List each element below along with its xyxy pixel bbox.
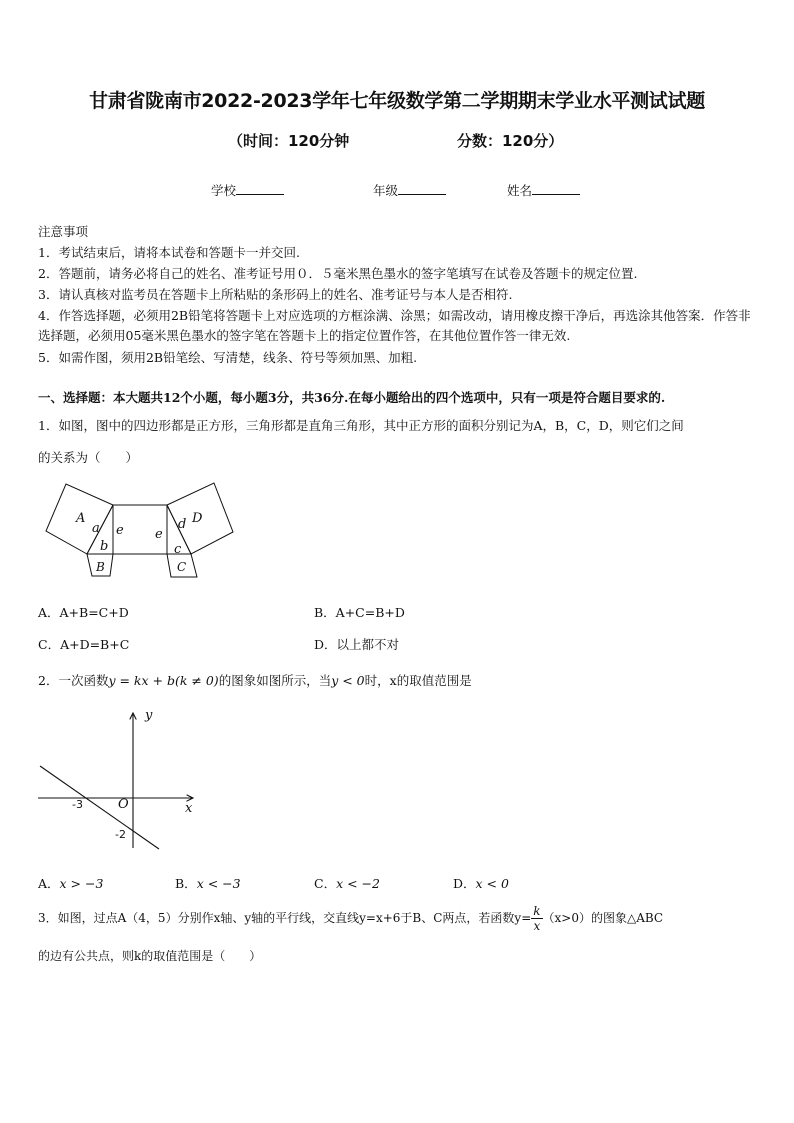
- q1-label-d: d: [178, 517, 187, 532]
- q1-label-e-left: e: [116, 523, 124, 538]
- q1-label-e-right: e: [155, 527, 163, 542]
- school-label: 学校: [211, 183, 237, 198]
- q2-option-a-label: A．: [38, 876, 60, 891]
- q2-option-c-expr: x < −2: [336, 876, 380, 891]
- q3-text-before: 3．如图，过点A（4，5）分别作x轴、y轴的平行线，交直线y=x+6于B、C两点，若函数y=: [38, 911, 532, 925]
- q1-option-d[interactable]: D．以上都不对: [314, 637, 400, 652]
- q1-label-C: C: [177, 560, 187, 574]
- q2-label-x: x: [185, 801, 193, 816]
- q2-option-b-expr: x < −3: [196, 876, 241, 891]
- q1-text-line1: 1．如图，图中的四边形都是正方形，三角形都是直角三角形，其中正方形的面积分别记为A，B，C，D，则它们之间: [38, 418, 684, 433]
- q2-option-d-label: D．: [453, 876, 476, 891]
- q1-label-c: c: [174, 542, 182, 557]
- q2-option-a-expr: x > −3: [59, 876, 104, 891]
- q3-text-line1: [38, 904, 663, 933]
- q3-text-line2: 的边有公共点，则k的取值范围是（ ）: [38, 949, 262, 963]
- q2-label-yint: -2: [115, 828, 126, 841]
- q2-suffix: 时，x的取值范围是: [364, 673, 472, 688]
- q1-option-b[interactable]: B．A+C=B+D: [314, 605, 405, 620]
- q2-prefix: 2．一次函数: [38, 673, 109, 688]
- q3-frac-num: k: [533, 904, 541, 918]
- q1-label-A: A: [76, 511, 86, 526]
- exam-time: （时间：120分钟: [228, 132, 350, 150]
- q2-option-b[interactable]: [175, 874, 241, 892]
- q3-text-after: （x>0）的图象△ABC: [542, 911, 664, 925]
- page-title: 甘肃省陇南市2022-2023学年七年级数学第二学期期末学业水平测试试题: [89, 90, 705, 112]
- q2-function-line: [40, 766, 159, 849]
- q2-condition: y < 0: [331, 673, 365, 688]
- q2-label-origin: O: [118, 797, 129, 812]
- section-heading: 一、选择题：本大题共12个小题，每小题3分，共36分.在每小题给出的四个选项中，只有一项是符合题目要求的.: [38, 390, 666, 405]
- q1-label-B: B: [96, 560, 105, 574]
- grade-label: 年级: [373, 183, 399, 198]
- q1-option-c[interactable]: C．A+D=B+C: [38, 637, 130, 652]
- q2-middle: 的图象如图所示，当: [218, 673, 332, 688]
- notice-item-5: 5．如需作图，须用2B铅笔绘、写清楚，线条、符号等须加黑、加粗.: [38, 350, 418, 365]
- exam-score: 分数：120分）: [457, 132, 564, 150]
- q2-option-c[interactable]: [314, 874, 380, 892]
- q2-formula: y = kx + b(k ≠ 0): [108, 673, 219, 688]
- q3-frac-den: x: [533, 919, 541, 933]
- q2-label-y: y: [145, 708, 153, 723]
- notice-item-2: 2．答题前，请务必将自己的姓名、准考证号用０．５毫米黑色墨水的签字笔填写在试卷及答题卡的规定位置.: [38, 266, 638, 281]
- q1-label-D: D: [192, 511, 203, 526]
- q2-option-b-label: B．: [175, 876, 197, 891]
- q1-label-b: b: [100, 539, 109, 554]
- q1-text-line2: 的关系为（ ）: [38, 450, 139, 465]
- q1-option-a[interactable]: A．A+B=C+D: [38, 605, 129, 620]
- notice-heading: 注意事项: [38, 224, 89, 239]
- q2-label-xint: -3: [72, 798, 83, 811]
- q2-option-c-label: C．: [314, 876, 337, 891]
- q2-option-a[interactable]: [38, 874, 103, 892]
- q3-fraction: [531, 904, 542, 933]
- notice-item-3: 3．请认真核对监考员在答题卡上所粘贴的条形码上的姓名、准考证号与本人是否相符.: [38, 287, 513, 302]
- q2-option-d[interactable]: [453, 874, 509, 892]
- q1-label-a: a: [92, 521, 100, 536]
- name-label: 姓名: [507, 183, 533, 198]
- notice-item-4: 4．作答选择题，必须用2B铅笔将答题卡上对应选项的方框涂满、涂黑；如需改动，请用橡皮擦干净后，再选涂其他答案．作答非选择题，必须用05毫米黑色墨水的签字笔在答题卡上的指定位置作答，在其他位置作答一律无效.: [38, 308, 751, 343]
- q2-option-d-expr: x < 0: [475, 876, 509, 891]
- notice-item-1: 1．考试结束后，请将本试卷和答题卡一并交回.: [38, 245, 300, 260]
